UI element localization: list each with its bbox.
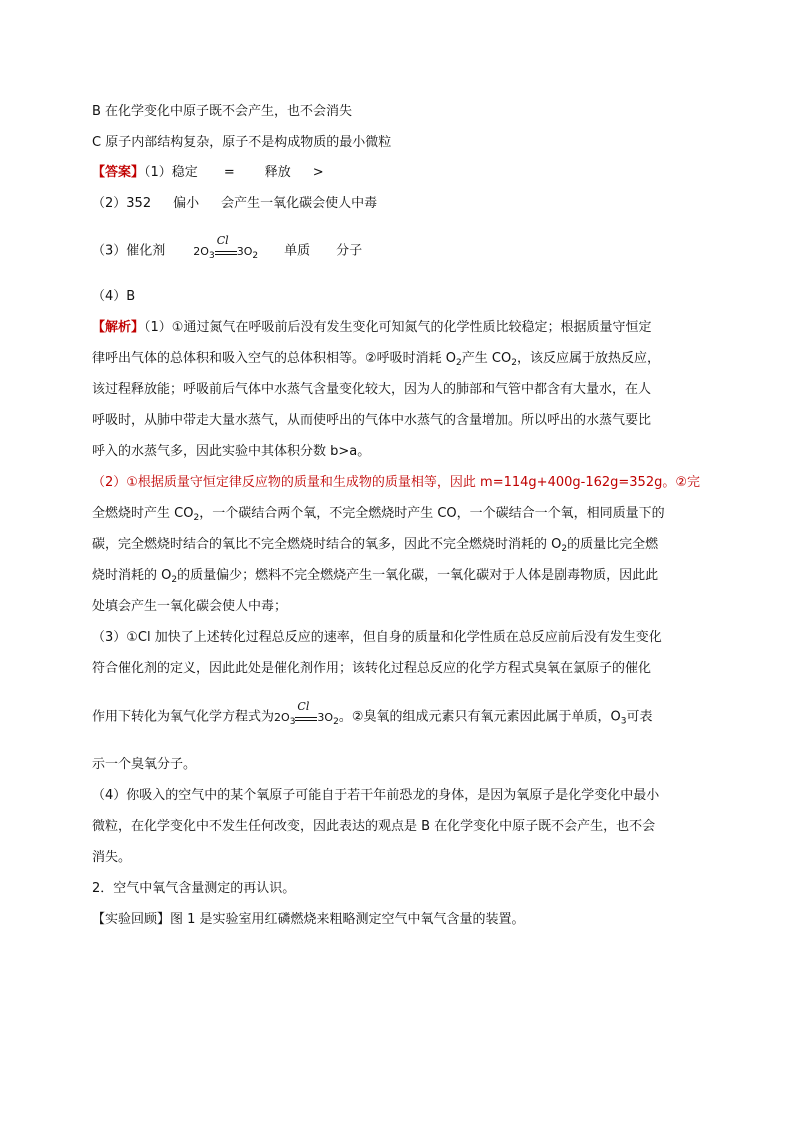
analysis-s4-l1: （4）你吸入的空气中的某个氧原子可能自于若干年前恐龙的身体，是因为氧原子是化学变化中最小 bbox=[92, 788, 660, 803]
answer-3-eq-right: $3O_2$ bbox=[236, 244, 259, 261]
analysis-s1-l2: 律呼出气体的总体积和吸入空气的总体积相等。②呼吸时消耗 $O_2$产生 $CO_2$，该反应属于放热反应， bbox=[92, 351, 660, 368]
answer-3-a: 催化剂 bbox=[126, 243, 166, 259]
answer-2-num: （2） bbox=[92, 196, 127, 211]
analysis-s2-l4: 烧时消耗的 $O_2$的质量偏少；燃料不完全燃烧产生一氧化碳，一氧化碳对于人体是剧毒物质，因此此 bbox=[92, 568, 659, 585]
analysis-label: 【解析】 bbox=[92, 320, 145, 335]
answer-1-num: （1） bbox=[144, 165, 172, 180]
answer-1-c: 释放 bbox=[264, 165, 291, 180]
answer-label: 【答案】 bbox=[92, 165, 145, 180]
answer-2-c: 会产生一氧化碳会使人中毒 bbox=[221, 196, 378, 211]
answer-line-3 bbox=[92, 234, 363, 266]
analysis-s1-l3: 该过程释放能；呼吸前后气体中水蒸气含量变化较大，因为人的肺部和气管中都含有大量水，在人 bbox=[92, 382, 652, 397]
answer-line-1 bbox=[92, 163, 324, 183]
answer-line-4 bbox=[92, 287, 135, 307]
analysis-s2-l3: 碳，完全燃烧时结合的氧比不完全燃烧时结合的氧多，因此不完全燃烧时消耗的 $O_2$的质量比完全燃 bbox=[92, 537, 659, 554]
experiment-review bbox=[92, 910, 525, 930]
analysis-s2-l5: 处填会产生一氧化碳会使人中毒； bbox=[92, 599, 288, 614]
answer-3-b: 单质 bbox=[284, 243, 311, 259]
answer-4-num: （4） bbox=[92, 289, 127, 304]
review-text: 图 1 是实验室用红磷燃烧来粗略测定空气中氧气含量的装置。 bbox=[170, 912, 525, 927]
answer-1-a: 稳定 bbox=[171, 165, 198, 180]
answer-2-b: 偏小 bbox=[173, 196, 200, 211]
answer-line-2 bbox=[92, 194, 377, 214]
question-2-title: 2．空气中氧气含量测定的再认识。 bbox=[92, 881, 296, 896]
answer-2-a: 352 bbox=[126, 196, 152, 211]
answer-3-num: （3） bbox=[92, 243, 127, 259]
analysis-s3-l4: 示一个臭氧分子。 bbox=[92, 757, 197, 772]
analysis-s2-l2: 全燃烧时产生 $CO_2$，一个碳结合两个氧，不完全燃烧时产生 CO，一个碳结合一个氧，相同质量下的 bbox=[92, 506, 665, 523]
answer-1-d: > bbox=[312, 165, 324, 180]
answer-3-c: 分子 bbox=[336, 243, 363, 259]
answer-3-eq-left: $2O_3$ bbox=[193, 244, 215, 261]
analysis-s1-l5: 呼入的水蒸气多，因此实验中其体积分数 b>a。 bbox=[92, 444, 371, 459]
analysis-s3-l1: （3）①Cl 加快了上述转化过程总反应的速率，但自身的质量和化学性质在总反应前后没有发生变化 bbox=[92, 630, 662, 645]
analysis-s4-l2: 微粒，在化学变化中不发生任何改变，因此表达的观点是 B 在化学变化中原子既不会产生，也不会 bbox=[92, 819, 656, 834]
analysis-s4-l3: 消失。 bbox=[92, 850, 132, 865]
answer-1-b: = bbox=[223, 165, 235, 180]
analysis-s2-l1: （2）①根据质量守恒定律反应物的质量和生成物的质量相等，因此 m=114g+400g-162g=352g。②完 bbox=[92, 475, 701, 490]
option-b: B 在化学变化中原子既不会产生，也不会消失 bbox=[92, 104, 353, 119]
review-label: 【实验回顾】 bbox=[92, 912, 171, 927]
analysis-s1-l1: 【解析】（1）①通过氮气在呼吸前后没有发生变化可知氮气的化学性质比较稳定；根据质量守恒定 bbox=[92, 320, 652, 335]
option-c: C 原子内部结构复杂，原子不是构成物质的最小微粒 bbox=[92, 135, 392, 150]
analysis-s3-l2: 符合催化剂的定义，因此此处是催化剂作用；该转化过程总反应的化学方程式臭氧在氯原子的催化 bbox=[92, 661, 652, 676]
equation-condition-inline: Cl bbox=[295, 707, 317, 727]
analysis-s1-l4: 呼吸时，从肺中带走大量水蒸气，从而使呼出的气体中水蒸气的含量增加。所以呼出的水蒸气要比 bbox=[92, 413, 652, 428]
analysis-s3-l3: 作用下转化为氧气化学方程式为$2O_3$ Cl $3O_2$。②臭氧的组成元素只有氧元素因此属于单质，$O_3$可表 bbox=[92, 700, 653, 727]
equation-condition: Cl bbox=[215, 241, 237, 261]
answer-4-a: B bbox=[126, 289, 136, 304]
